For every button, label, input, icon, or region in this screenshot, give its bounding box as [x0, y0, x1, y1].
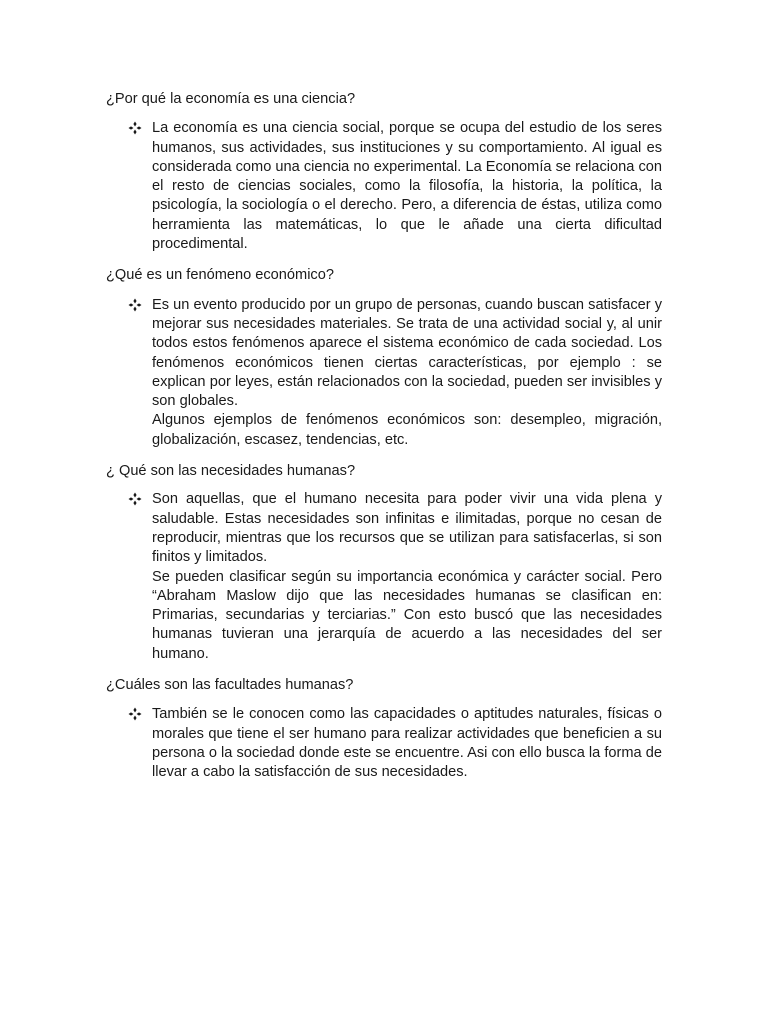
answer-bullet-item	[106, 490, 662, 664]
four-diamond-bullet-icon	[128, 707, 142, 721]
answer-bullet-item	[106, 705, 662, 782]
answer-bullet-item	[106, 296, 662, 450]
answer-paragraph: También se le conocen como las capacidades o aptitudes naturales, físicas o morales que tiene el ser humano para realizar actividades que beneficien a su persona o la sociedad donde este se encuentre. Asi con ello busca la forma de llevar a cabo la satisfacción de sus necesidades.	[152, 706, 662, 781]
answer-paragraph: La economía es una ciencia social, porque se ocupa del estudio de los seres humanos, sus actividades, sus instituciones y su comportamiento. Al igual es considerada como una ciencia no experimental. La Economía se relaciona con el resto de ciencias sociales, como la filosofía, la historia, la política, la psicología, la sociología o el derecho. Pero, a diferencia de éstas, utiliza como herramienta las matemáticas, lo que le añade una cierta dificultad procedimental.	[152, 120, 662, 253]
question-heading: ¿Por qué la economía es una ciencia?	[106, 91, 356, 107]
question-heading: ¿ Qué son las necesidades humanas?	[106, 463, 356, 480]
document-page	[106, 90, 662, 795]
answer-bullet-item	[106, 119, 662, 254]
question-heading: ¿Cuáles son las facultades humanas?	[106, 677, 354, 694]
answer-paragraph: Se pueden clasificar según su importancia económica y carácter social. Pero “Abraham Maslow dijo que las necesidades humanas se clasifican en: Primarias, secundarias y terciarias.” Con esto buscó que las necesidades humanas tuvieran una jerarquía de acuerdo a las necesidades del ser humano.	[152, 568, 662, 662]
question-heading: ¿Qué es un fenómeno económico?	[106, 267, 334, 284]
four-diamond-bullet-icon	[128, 298, 142, 312]
four-diamond-bullet-icon	[128, 492, 142, 506]
answer-paragraph: Es un evento producido por un grupo de personas, cuando buscan satisfacer y mejorar sus necesidades materiales. Se trata de una actividad social y, al unir todos estos fenómenos aparece el sistema económico de cada sociedad. Los fenómenos económicos tienen ciertas características, por ejemplo : se explican por leyes, están relacionados con la sociedad, pueden ser invisibles y son globales.	[152, 296, 662, 410]
answer-paragraph: Algunos ejemplos de fenómenos económicos son: desempleo, migración, globalización, escasez, tendencias, etc.	[152, 412, 662, 448]
four-diamond-bullet-icon	[128, 121, 142, 135]
answer-paragraph: Son aquellas, que el humano necesita para poder vivir una vida plena y saludable. Estas necesidades son infinitas e ilimitadas, porque no cesan de reproducir, mientras que los recursos que se utilizan para satisfacerlas, si son finitos y limitados.	[152, 491, 662, 566]
